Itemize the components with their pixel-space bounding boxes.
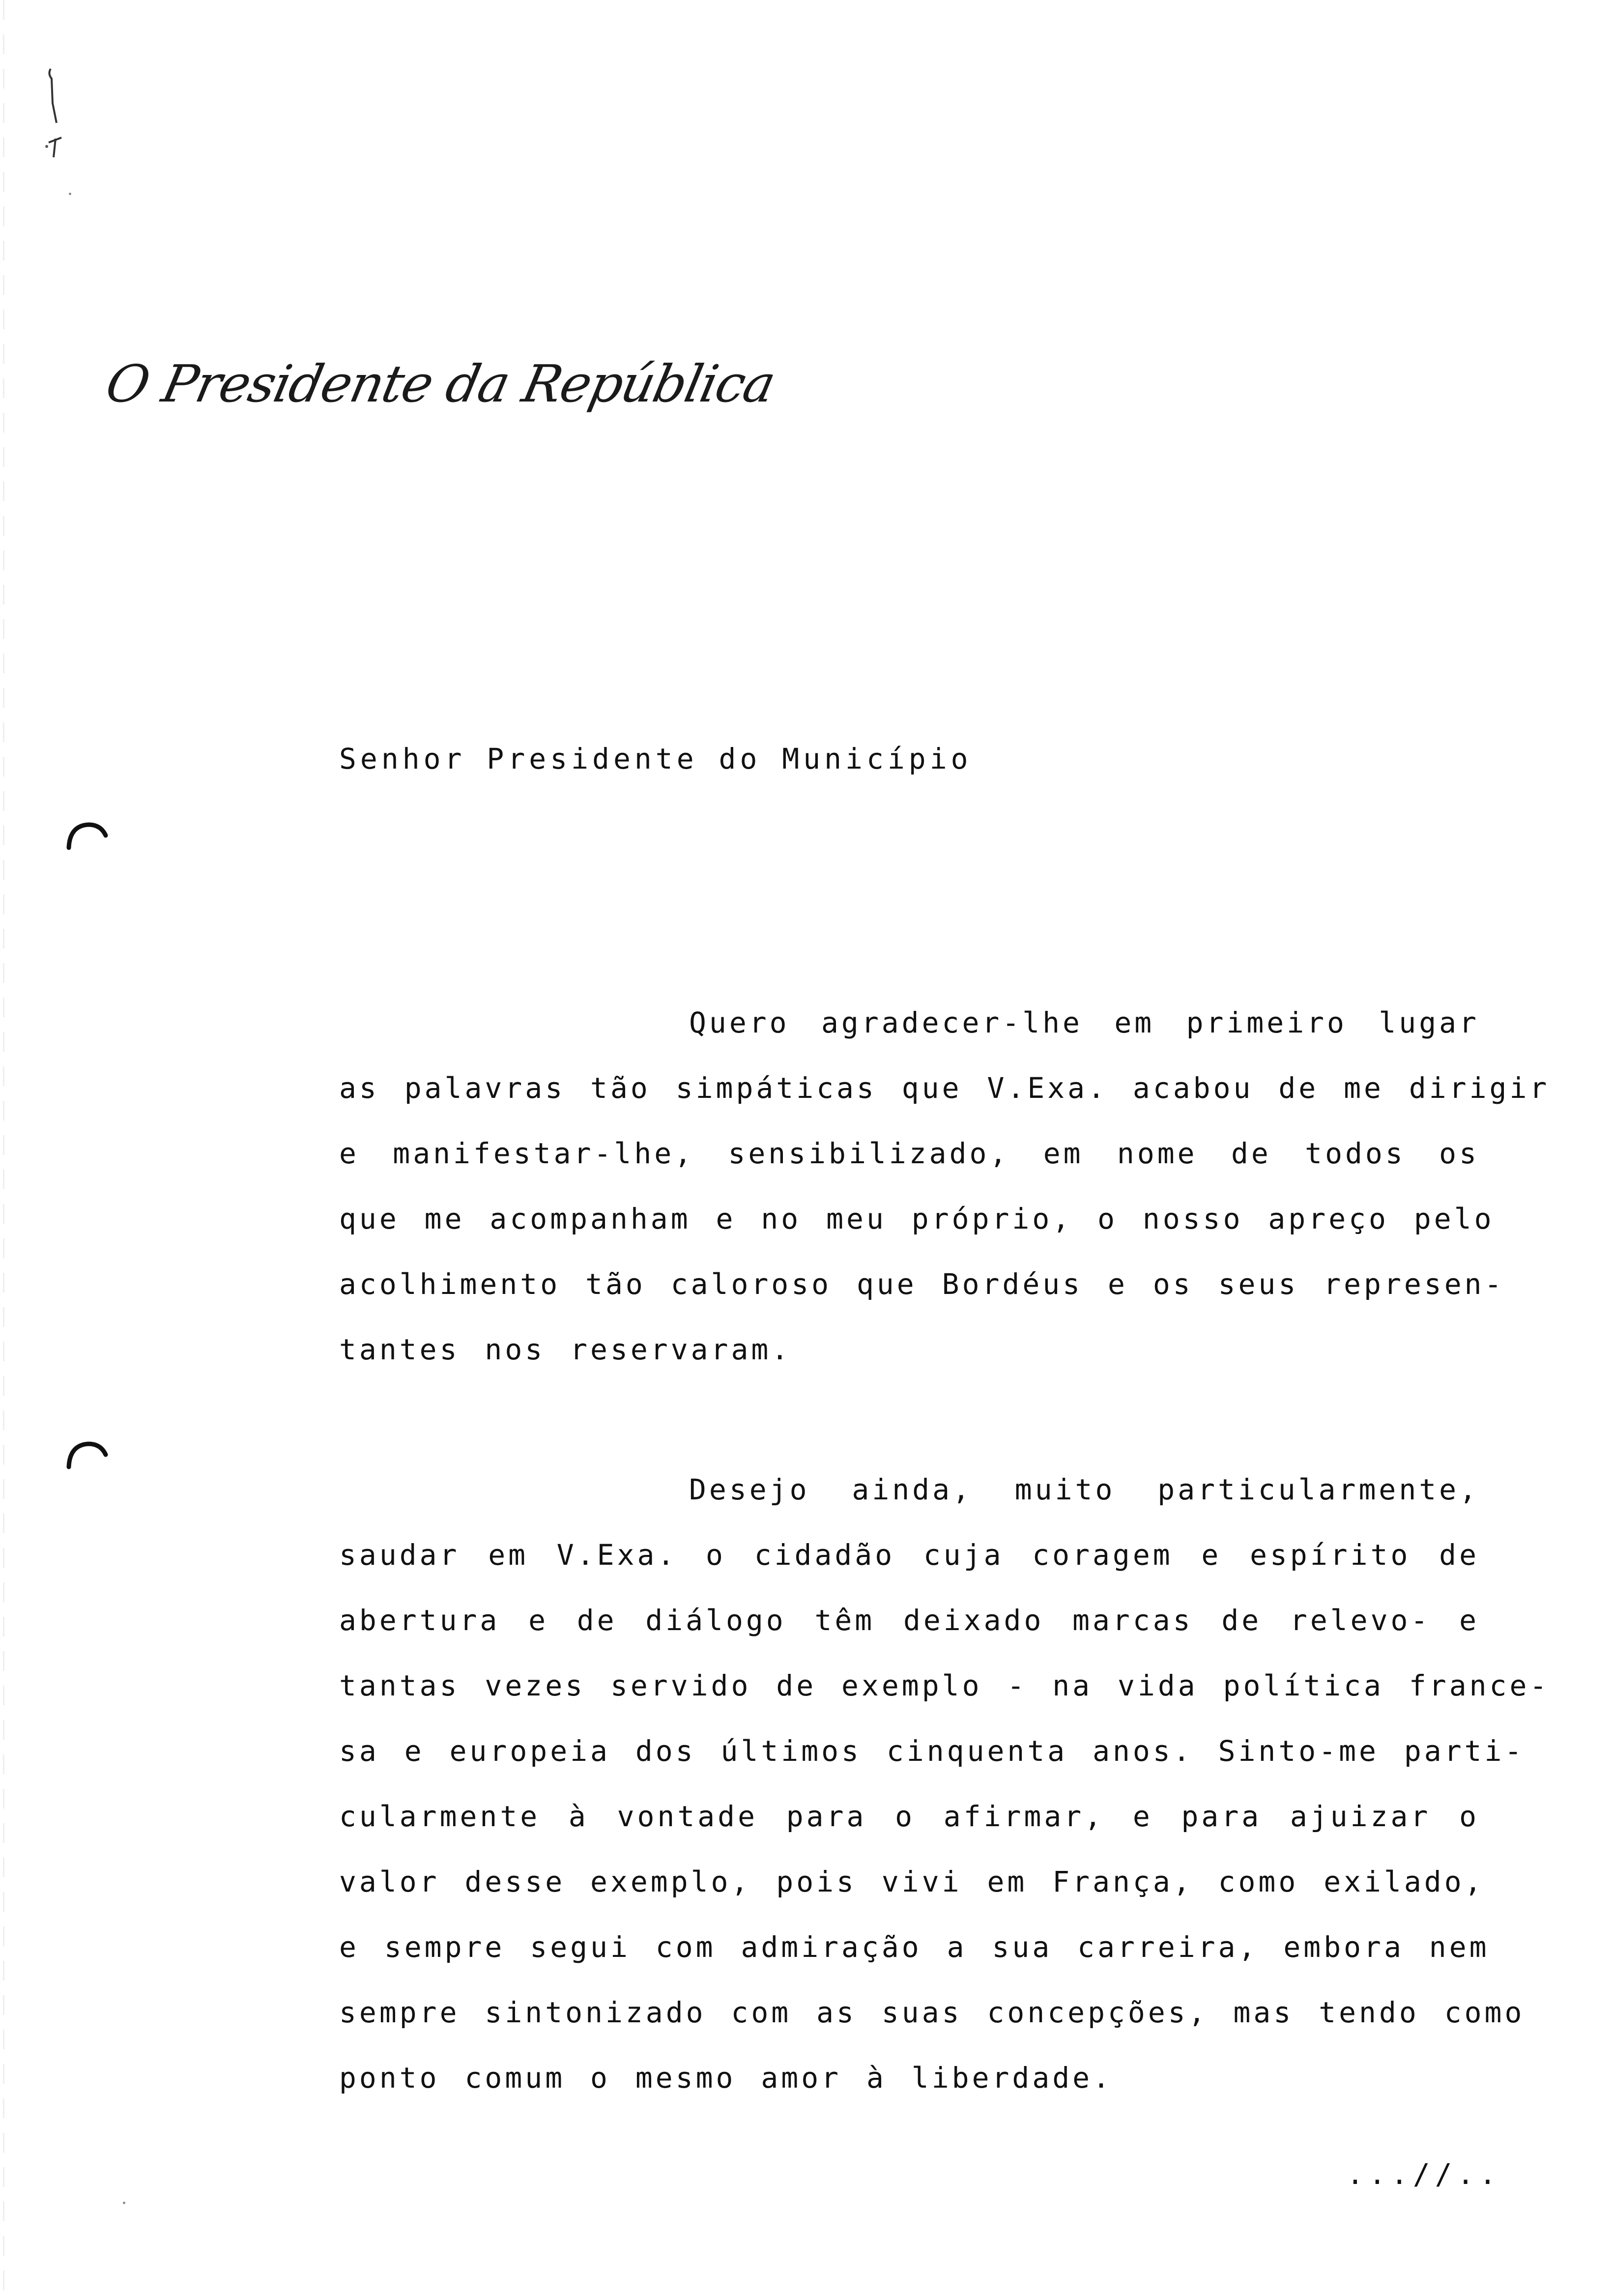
paragraph-line: que me acompanham e no meu próprio, o nosso apreço pelo: [339, 1202, 1495, 1235]
scan-edge: [3, 0, 4, 2296]
paragraph-line: tantes nos reservaram.: [339, 1333, 792, 1366]
paragraph-1: [339, 990, 1550, 1382]
paragraph-line: e sempre segui com admiração a sua carreira, embora nem: [339, 1930, 1490, 1964]
paragraph-line: cularmente à vontade para o afirmar, e para ajuizar o: [339, 1800, 1479, 1833]
letterhead-title: O Presidente da República: [101, 354, 780, 414]
paragraph-line: tantas vezes servido de exemplo - na vida política france-: [339, 1669, 1550, 1702]
paragraph-line: as palavras tão simpáticas que V.Exa. acabou de me dirigir: [339, 1071, 1550, 1105]
scan-speck: [123, 2202, 125, 2204]
paragraph-line: Quero agradecer-lhe em primeiro lugar: [689, 1006, 1479, 1039]
scan-speck: [69, 193, 71, 195]
paragraph-line: ponto comum o mesmo amor à liberdade.: [339, 2061, 1113, 2095]
paragraph-line: saudar em V.Exa. o cidadão cuja coragem e espírito de: [339, 1538, 1479, 1572]
salutation: Senhor Presidente do Município: [339, 742, 972, 775]
page-continuation-mark: ...//..: [1347, 2157, 1501, 2191]
paragraph-line: sa e europeia dos últimos cinquenta anos. Sinto-me parti-: [339, 1734, 1525, 1768]
margin-pen-mark: [42, 64, 71, 162]
punch-hole-icon: [64, 821, 108, 850]
punch-hole-icon: [64, 1440, 108, 1469]
paragraph-2: [339, 1457, 1550, 2111]
paragraph-line: e manifestar-lhe, sensibilizado, em nome de todos os: [339, 1137, 1479, 1170]
paragraph-line: sempre sintonizado com as suas concepções, mas tendo como: [339, 1996, 1525, 2029]
paragraph-line: Desejo ainda, muito particularmente,: [689, 1473, 1479, 1506]
paragraph-line: acolhimento tão caloroso que Bordéus e os seus represen-: [339, 1267, 1505, 1301]
paragraph-line: valor desse exemplo, pois vivi em França, como exilado,: [339, 1865, 1485, 1898]
paragraph-line: abertura e de diálogo têm deixado marcas de relevo- e: [339, 1604, 1479, 1637]
